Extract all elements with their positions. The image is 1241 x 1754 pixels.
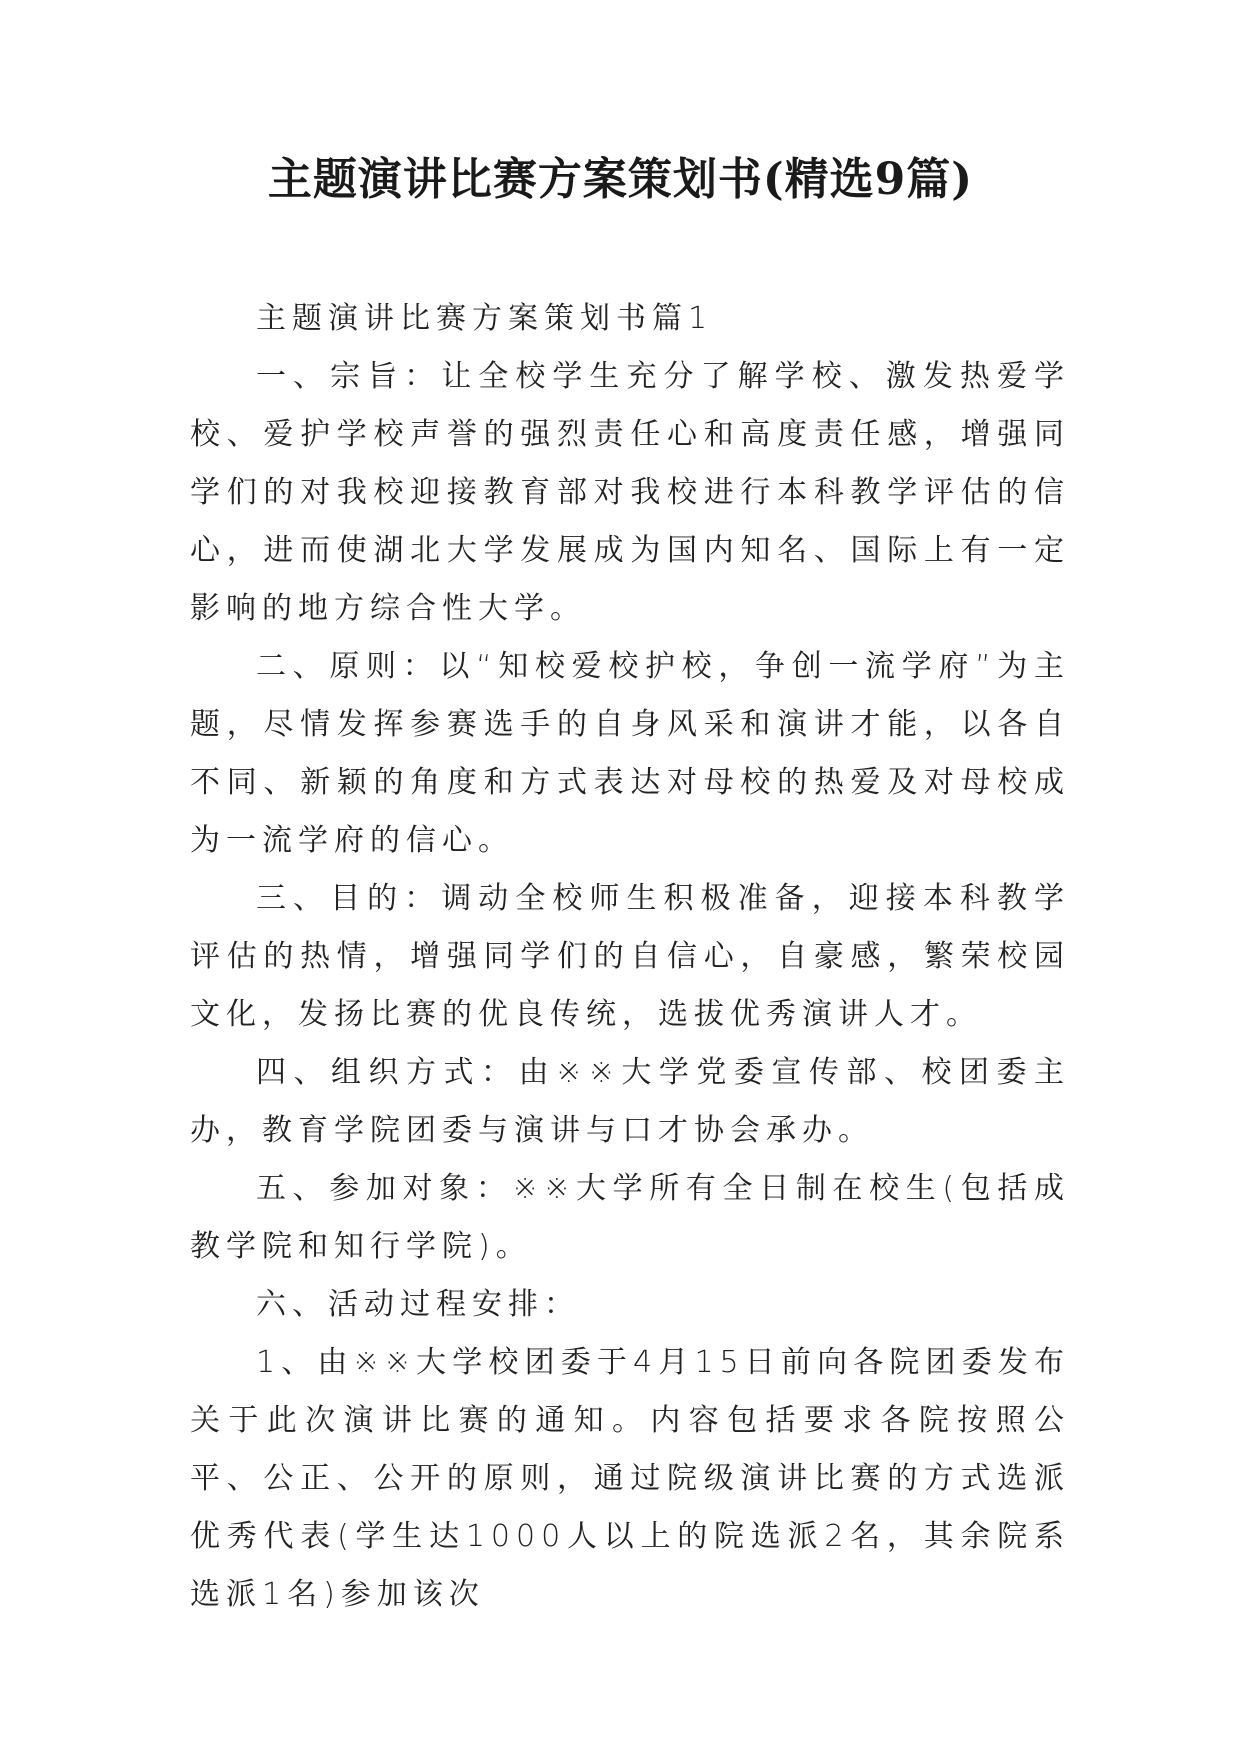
paragraph-principle: 二、原则：以“知校爱校护校，争创一流学府”为主题，尽情发挥参赛选手的自身风采和演讲才能，以各自不同、新颖的角度和方式表达对母校的热爱及对母校成为一流学府的信心。 [190, 649, 1070, 858]
paragraph-participants: 五、参加对象：※※大学所有全日制在校生(包括成教学院和知行学院)。 [190, 1171, 1070, 1264]
document-title: 主题演讲比赛方案策划书(精选9篇) [267, 154, 974, 205]
paragraph-section-heading: 主题演讲比赛方案策划书篇1 [256, 301, 714, 336]
document-body [190, 290, 1070, 1624]
paragraph-schedule-heading: 六、活动过程安排： [256, 1287, 580, 1322]
paragraph-organization: 四、组织方式：由※※大学党委宣传部、校团委主办，教育学院团委与演讲与口才协会承办。 [190, 1055, 1070, 1148]
paragraph-goal: 三、目的：调动全校师生积极准备，迎接本科教学评估的热情，增强同学们的自信心，自豪感，繁荣校园文化，发扬比赛的优良传统，选拔优秀演讲人才。 [190, 881, 1070, 1032]
paragraph-purpose: 一、宗旨：让全校学生充分了解学校、激发热爱学校、爱护学校声誉的强烈责任心和高度责任感，增强同学们的对我校迎接教育部对我校进行本科教学评估的信心，进而使湖北大学发展成为国内知名、国际上有一定影响的地方综合性大学。 [190, 359, 1070, 626]
paragraph-schedule-item-1: 1、由※※大学校团委于4月15日前向各院团委发布关于此次演讲比赛的通知。内容包括要求各院按照公平、公正、公开的原则，通过院级演讲比赛的方式选派优秀代表(学生达1000人以上的院选派2名，其余院系选派1名)参加该次 [190, 1345, 1070, 1612]
